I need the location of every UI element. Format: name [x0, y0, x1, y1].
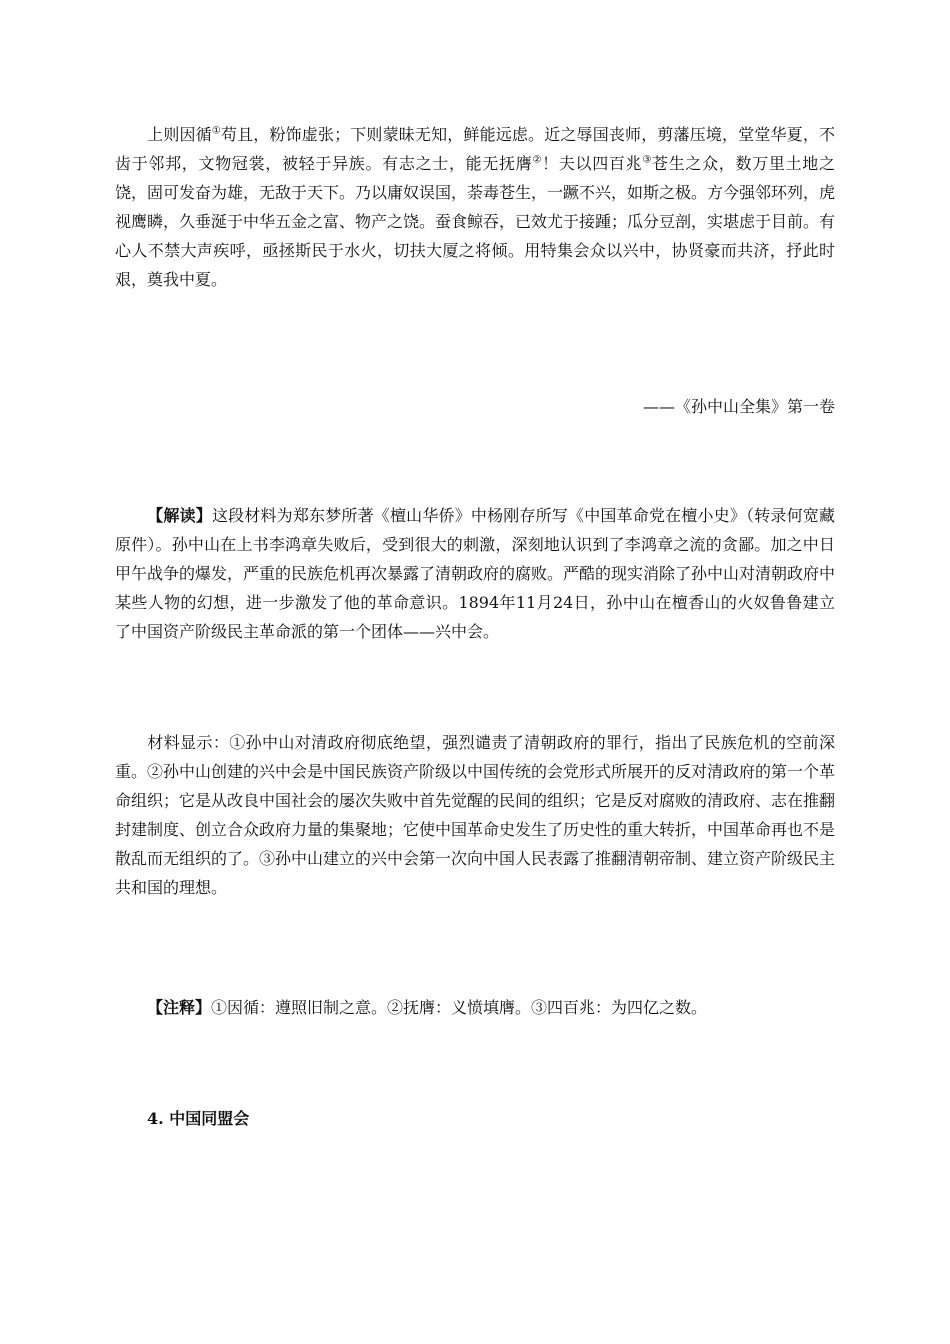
material-text: 材料显示：①孙中山对清政府彻底绝望，强烈谴责了清朝政府的罪行，指出了民族危机的空前深重。②孙中山创建的兴中会是中国民族资产阶级以中国传统的会党形式所展开的反对清政府的第一个革命组织；它是从改良中国社会的屡次失败中首先觉醒的民间的组织；它是反对腐败的清政府、志在推翻封建制度、创立合众政府力量的集聚地；它使中国革命史发生了历史性的重大转折，中国革命再也不是散乱而无组织的了。③孙中山建立的兴中会第一次向中国人民表露了推翻清朝帝制、建立资产阶级民主共和国的理想。 — [115, 733, 836, 897]
interpretation-label: 【解读】 — [147, 506, 212, 525]
quote-paragraph — [115, 120, 835, 294]
quote-text-2: 苟且，粉饰虚张；下则蒙昧无知，鲜能远虑。近之辱国丧师，剪藩压境，堂堂华夏，不齿于邻邦，文物冠裳，被轻于异族。有志之士，能无抚膺 — [115, 125, 835, 173]
material-paragraph — [115, 728, 835, 902]
notes-label: 【注释】 — [147, 998, 212, 1017]
footnote-marker-3: ③ — [642, 154, 652, 166]
quote-text-3: ！夫以四百兆 — [542, 154, 643, 173]
footnote-marker-2: ② — [532, 154, 543, 166]
quote-text-4: 苍生之众，数万里土地之饶，固可发奋为雄，无敌于天下。乃以庸奴误国，荼毒苍生，一蹶不兴，如斯之极。方今强邻环列，虎视鹰瞵，久垂涎于中华五金之富、物产之饶。蚕食鲸吞，已效尤于接踵；瓜分豆剖，实堪虑于目前。有心人不禁大声疾呼，亟拯斯民于水火，切扶大厦之将倾。用特集会众以兴中，协贤豪而共济，抒此时艰，奠我中夏。 — [115, 154, 836, 289]
section-heading: 4. 中国同盟会 — [147, 1109, 250, 1128]
notes-paragraph — [115, 993, 835, 1022]
footnote-marker-1: ① — [211, 125, 221, 137]
interpretation-text: 这段材料为郑东梦所著《檀山华侨》中杨刚存所写《中国革命党在檀小史》（转录何宽藏原件）。孙中山在上书李鸿章失败后，受到很大的刺激，深刻地认识到了李鸿章之流的贪鄙。加之中日甲午战争的爆发，严重的民族危机再次暴露了清朝政府的腐败。严酷的现实消除了孙中山对清朝政府中某些人物的幻想，进一步激发了他的革命意识。1894年11月24日，孙中山在檀香山的火奴鲁鲁建立了中国资产阶级民主革命派的第一个团体——兴中会。 — [115, 506, 836, 641]
quote-source: ——《孙中山全集》第一卷 — [642, 397, 835, 416]
quote-text-1: 上则因循 — [147, 125, 212, 144]
interpretation-paragraph — [115, 501, 835, 646]
notes-text: ①因循：遵照旧制之意。②抚膺：义愤填膺。③四百兆：为四亿之数。 — [211, 998, 708, 1017]
